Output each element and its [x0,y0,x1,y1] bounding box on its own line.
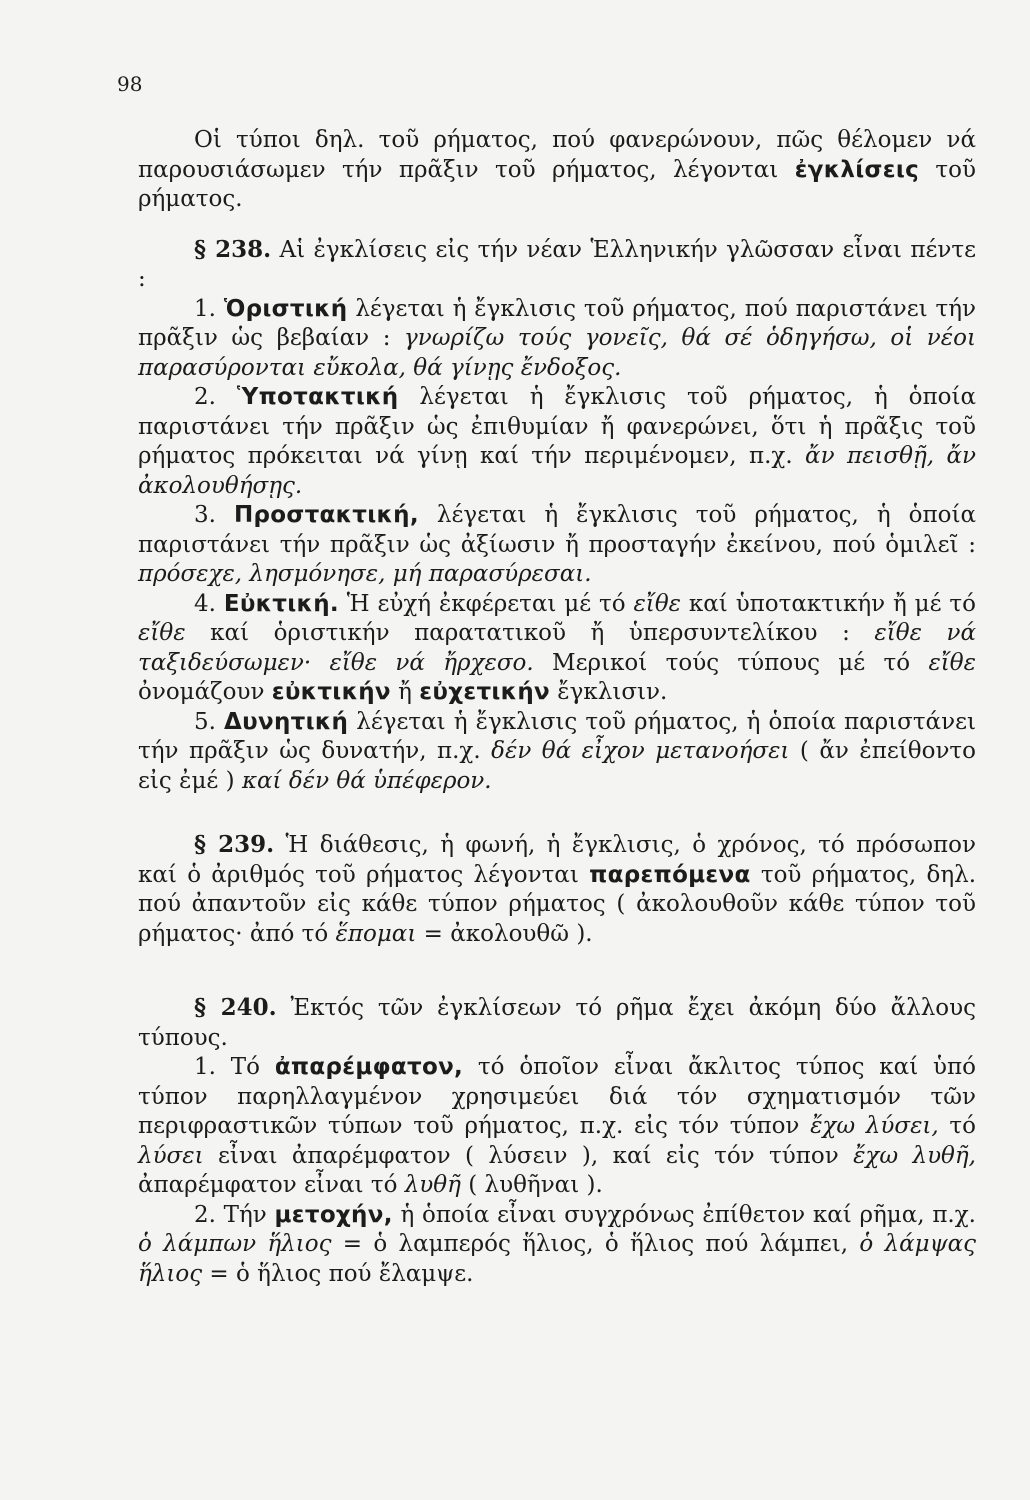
item-number: 4. [194,590,216,617]
example: ὁ λάμπων ἥλιος [138,1231,332,1257]
page-body [138,126,976,1289]
text: ( λυθῆναι ). [460,1172,603,1198]
text: λέγεται ἡ ἔγκλισις τοῦ ρήματος, πού παριστάνει τήν πρᾶξιν ὡς βεβαίαν : [138,295,977,351]
example: ἕπομαι [335,920,417,947]
text: τοῦ ρήματος, δηλ. πού ἀπαντοῦν εἰς κάθε τύπον ρήματος ( ἀκολουθοῦν κάθε τύπον τοῦ ρήματος· ἀπό τό [138,861,976,947]
text: Αἱ ἐγκλίσεις εἰς τήν νέαν Ἑλληνικήν γλῶσσαν εἶναι πέντε : [138,236,976,292]
item-number: 5. [194,708,216,735]
example: εἴθε [138,620,186,646]
text: λέγεται ἡ ἔγκλισις τοῦ ρήματος, ἡ ὁποία παριστάνει τήν πρᾶξιν ὡς ἐπιθυμίαν ἤ φανερώνει, ὅτι ἡ πρᾶξις τοῦ ρήματος πρόκειται νά γίνῃ καί τήν περιμένομεν, π.χ. [138,384,976,469]
text: καί ὑποτακτικήν ἤ μέ τό [681,590,976,617]
term-dynitiki: Δυνητική [224,708,349,735]
term-metochi: μετοχήν, [274,1201,393,1228]
paragraph-section-240 [138,993,976,1053]
text: = ὁ λαμπερός ἥλιος, ὁ ἥλιος πού λάμπει, [331,1231,860,1257]
example: λύσει [138,1142,204,1169]
text: = ὁ ἥλιος πού ἔλαμψε. [202,1260,474,1287]
list-item-prostaktiki [138,501,976,590]
list-item-efktiki [138,590,976,708]
term-oristiki: Ὁριστική [223,295,348,322]
list-item-ypotaktiki [138,383,976,501]
example: πρόσεχε, λησμόνησε, μή παρασύρεσαι. [138,561,592,587]
item-number: 1. [194,1054,216,1080]
list-item-metochi [138,1201,976,1290]
term-enkliseis: ἐγκλίσεις [794,156,920,183]
page-number: 98 [117,72,143,96]
text: τοῦ ρήματος. [138,156,976,212]
term-efchetiki: εὐχετικήν [419,679,550,705]
example: ἔχω λύσει, [810,1113,939,1139]
text: Οἱ τύποι δηλ. τοῦ ρήματος, πού φανερώνουν, πῶς θέλομεν νά παρουσιάσωμεν τήν πρᾶξιν τοῦ ρήματος, λέγονται [138,127,976,183]
list-item-oristiki [138,295,976,384]
item-number: 1. [194,295,216,322]
text: Ἡ εὐχή ἐκφέρεται μέ τό [338,590,634,617]
example: ἄν πεισθῇ, ἄν ἀκολουθήσῃς. [138,443,976,499]
text: εἶναι ἀπαρέμφατον ( λύσειν ), καί εἰς τόν τύπον [203,1142,854,1169]
example: λυθῆ [404,1172,461,1198]
paragraph-section-239 [138,830,976,949]
paragraph-intro [138,126,976,215]
example: εἴθε νά ταξιδεύσωμεν· εἴθε νά ἤρχεσο. [138,620,977,676]
text: ὀνομάζουν [138,679,272,705]
text: Ἐκτός τῶν ἐγκλίσεων τό ρῆμα ἔχει ἀκόμη δύο ἄλλους τύπους. [138,995,976,1051]
text: ἡ ὁποία εἶναι συγχρόνως ἐπίθετον καί ρῆμα, π.χ. [392,1201,976,1228]
term-parepomena: παρεπόμενα [589,861,751,888]
text: λέγεται ἡ ἔγκλισις τοῦ ρήματος, ἡ ὁποία παριστάνει τήν πρᾶξιν ὡς ἀξίωσιν ἤ προσταγήν ἐκείνου, πού ὁμιλεῖ : [138,502,976,558]
text: = ἀκολουθῶ ). [416,920,593,947]
section-number: § 240. [194,994,277,1021]
text: ἔγκλισιν. [549,679,668,705]
text: τό [938,1113,977,1139]
example: εἴθε [633,590,682,617]
text: ( ἄν ἐπείθοντο εἰς ἐμέ ) [138,738,976,794]
term-efktiki-alt: εὐκτικήν [271,679,391,705]
example: ὁ λάμψας ἥλιος [138,1231,977,1287]
example: καί δέν θά ὑπέφερον. [241,767,492,794]
section-number: § 239. [194,831,275,858]
example: δέν θά εἶχον μετανοήσει [491,738,790,764]
text: ἤ [390,679,420,705]
list-item-aparemfaton [138,1053,976,1201]
term-aparemfaton: ἀπαρέμφατον, [274,1054,464,1080]
text: καί ὁριστικήν παρατατικοῦ ἤ ὑπερσυντελίκου : [185,620,875,646]
text: Τήν [215,1201,275,1228]
paragraph-section-238 [138,235,976,295]
term-prostaktiki: Προστακτική, [233,502,419,528]
example: ἔχω λυθῆ, [853,1142,976,1169]
text: τό ὁποῖον εἶναι ἄκλιτος τύπος καί ὑπό τύπον παρηλλαγμένον χρησιμεύει διά τόν σχηματισμόν τῶν περιφραστικῶν τύπων τοῦ ρήματος, π.χ. εἰς τόν τύπον [138,1054,976,1139]
text: Μερικοί τούς τύπους μέ τό [533,649,929,676]
term-efktiki: Εὐκτική. [223,590,339,617]
text: ἀπαρέμφατον εἶναι τό [138,1172,405,1198]
section-number: § 238. [194,235,272,263]
item-number: 2. [194,1201,216,1228]
text: λέγεται ἡ ἔγκλισις τοῦ ρήματος, ἡ ὁποία παριστάνει τήν πρᾶξιν ὡς δυνατήν, π.χ. [138,708,977,764]
item-number: 3. [194,502,216,528]
text: Τό [215,1054,275,1080]
example: γνωρίζω τούς γονεῖς, θά σέ ὁδηγήσω, οἱ νέοι παρασύρονται εὔκολα, θά γίνῃς ἔνδοξος. [138,325,976,381]
text: Ἡ διάθεσις, ἡ φωνή, ἡ ἔγκλισις, ὁ χρόνος, τό πρόσωπον καί ὁ ἀριθμός τοῦ ρήματος λέγονται [138,832,977,888]
term-ypotaktiki: Ὑποτακτική [236,384,399,410]
example: εἴθε [928,649,976,676]
list-item-dynitiki [138,708,976,797]
item-number: 2. [194,384,216,410]
